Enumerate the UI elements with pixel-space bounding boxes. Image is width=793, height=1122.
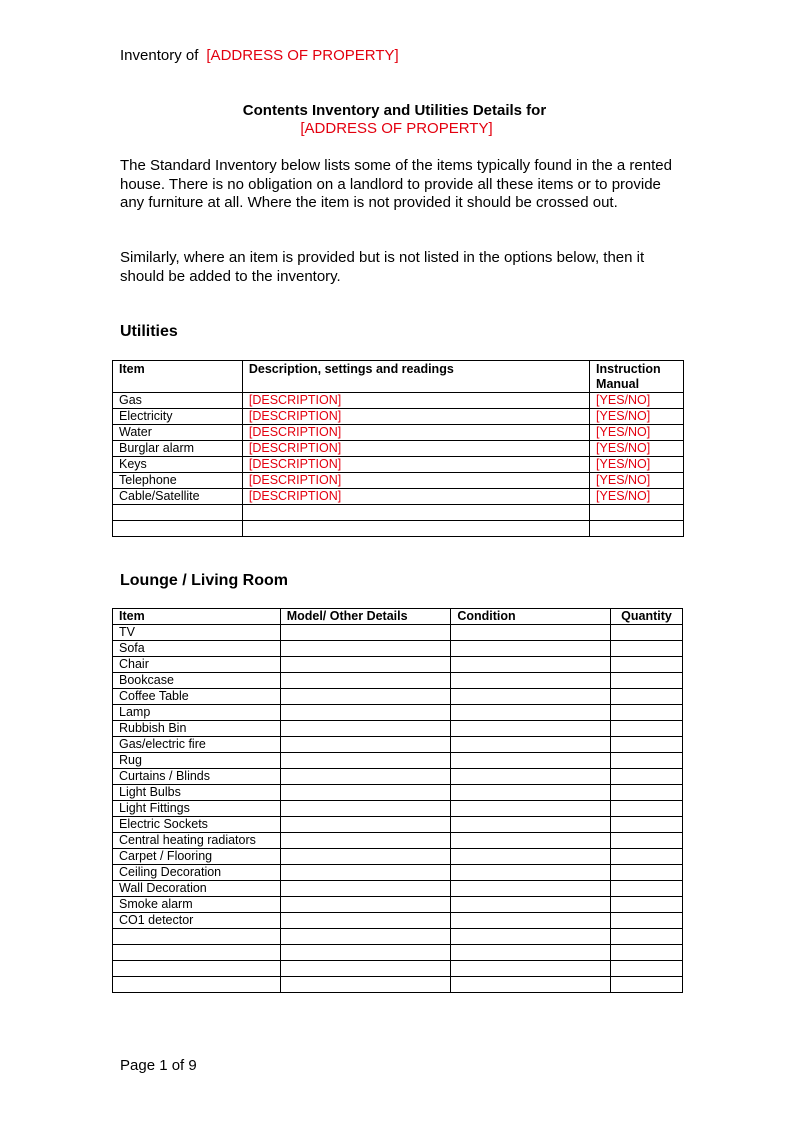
table-row [113, 753, 683, 769]
item-cell: Telephone [113, 473, 243, 489]
header-prefix: Inventory of [120, 47, 199, 64]
description-cell: [DESCRIPTION] [242, 425, 589, 441]
quantity-cell [611, 913, 683, 929]
table-header-row [113, 361, 684, 393]
item-cell: Lamp [113, 705, 281, 721]
table-row [113, 929, 683, 945]
item-cell: Central heating radiators [113, 833, 281, 849]
table-row [113, 801, 683, 817]
item-cell: Rubbish Bin [113, 721, 281, 737]
table-row [113, 865, 683, 881]
table-row [113, 705, 683, 721]
quantity-cell [611, 865, 683, 881]
lounge-heading: Lounge / Living Room [120, 572, 288, 589]
quantity-cell [611, 817, 683, 833]
document-title [0, 102, 793, 138]
item-cell: Light Bulbs [113, 785, 281, 801]
condition-cell [451, 721, 611, 737]
table-row [113, 833, 683, 849]
model-details-cell [280, 945, 451, 961]
condition-cell [451, 881, 611, 897]
description-cell [242, 521, 589, 537]
description-cell: [DESCRIPTION] [242, 409, 589, 425]
table-row [113, 505, 684, 521]
manual-cell: [YES/NO] [590, 409, 684, 425]
item-cell: Smoke alarm [113, 897, 281, 913]
table-row [113, 881, 683, 897]
model-details-cell [280, 817, 451, 833]
quantity-cell [611, 721, 683, 737]
table-row [113, 521, 684, 537]
table-row [113, 737, 683, 753]
condition-cell [451, 753, 611, 769]
column-header-item: Item [113, 609, 281, 625]
item-cell: Water [113, 425, 243, 441]
item-cell [113, 505, 243, 521]
condition-cell [451, 961, 611, 977]
condition-cell [451, 945, 611, 961]
lounge-table [112, 608, 683, 993]
table-row [113, 457, 684, 473]
description-cell: [DESCRIPTION] [242, 457, 589, 473]
model-details-cell [280, 753, 451, 769]
table-row [113, 473, 684, 489]
model-details-cell [280, 641, 451, 657]
table-header-row [113, 609, 683, 625]
table-row [113, 817, 683, 833]
model-details-cell [280, 897, 451, 913]
quantity-cell [611, 705, 683, 721]
quantity-cell [611, 849, 683, 865]
table-row [113, 641, 683, 657]
item-cell: Light Fittings [113, 801, 281, 817]
item-cell: Burglar alarm [113, 441, 243, 457]
quantity-cell [611, 945, 683, 961]
item-cell [113, 929, 281, 945]
model-details-cell [280, 801, 451, 817]
quantity-cell [611, 625, 683, 641]
table-row [113, 689, 683, 705]
item-cell: Wall Decoration [113, 881, 281, 897]
column-header-condition: Condition [451, 609, 611, 625]
item-cell: Bookcase [113, 673, 281, 689]
column-header-quantity: Quantity [611, 609, 683, 625]
model-details-cell [280, 977, 451, 993]
condition-cell [451, 737, 611, 753]
column-header-description: Description, settings and readings [242, 361, 589, 393]
condition-cell [451, 913, 611, 929]
model-details-cell [280, 929, 451, 945]
model-details-cell [280, 689, 451, 705]
model-details-cell [280, 721, 451, 737]
condition-cell [451, 929, 611, 945]
item-cell: Ceiling Decoration [113, 865, 281, 881]
lounge-table-body [113, 625, 683, 993]
item-cell: CO1 detector [113, 913, 281, 929]
condition-cell [451, 769, 611, 785]
manual-cell: [YES/NO] [590, 489, 684, 505]
condition-cell [451, 625, 611, 641]
condition-cell [451, 977, 611, 993]
item-cell: Carpet / Flooring [113, 849, 281, 865]
manual-cell: [YES/NO] [590, 393, 684, 409]
condition-cell [451, 705, 611, 721]
manual-cell: [YES/NO] [590, 457, 684, 473]
condition-cell [451, 785, 611, 801]
page-header [120, 47, 399, 64]
manual-cell: [YES/NO] [590, 441, 684, 457]
table-row [113, 625, 683, 641]
table-row [113, 425, 684, 441]
condition-cell [451, 817, 611, 833]
manual-cell [590, 505, 684, 521]
table-row [113, 769, 683, 785]
quantity-cell [611, 929, 683, 945]
table-row [113, 721, 683, 737]
condition-cell [451, 897, 611, 913]
condition-cell [451, 657, 611, 673]
quantity-cell [611, 737, 683, 753]
description-cell: [DESCRIPTION] [242, 441, 589, 457]
description-cell: [DESCRIPTION] [242, 489, 589, 505]
condition-cell [451, 849, 611, 865]
item-cell [113, 521, 243, 537]
item-cell [113, 961, 281, 977]
table-row [113, 945, 683, 961]
item-cell: Gas/electric fire [113, 737, 281, 753]
intro-paragraph-1: The Standard Inventory below lists some of the items typically found in the a rented house. There is no obligation on a landlord to provide all these items or to provide any furniture at all. Where the item is not provided it should be crossed out. [120, 157, 672, 212]
condition-cell [451, 801, 611, 817]
quantity-cell [611, 657, 683, 673]
description-cell [242, 505, 589, 521]
condition-cell [451, 865, 611, 881]
item-cell [113, 945, 281, 961]
quantity-cell [611, 897, 683, 913]
condition-cell [451, 689, 611, 705]
quantity-cell [611, 689, 683, 705]
model-details-cell [280, 737, 451, 753]
quantity-cell [611, 785, 683, 801]
model-details-cell [280, 673, 451, 689]
model-details-cell [280, 961, 451, 977]
table-row [113, 913, 683, 929]
model-details-cell [280, 865, 451, 881]
model-details-cell [280, 849, 451, 865]
table-row [113, 849, 683, 865]
model-details-cell [280, 625, 451, 641]
model-details-cell [280, 881, 451, 897]
item-cell: Cable/Satellite [113, 489, 243, 505]
item-cell: TV [113, 625, 281, 641]
item-cell: Curtains / Blinds [113, 769, 281, 785]
model-details-cell [280, 705, 451, 721]
condition-cell [451, 673, 611, 689]
condition-cell [451, 833, 611, 849]
intro-paragraph-2: Similarly, where an item is provided but is not listed in the options below, then it should be added to the inventory. [120, 249, 645, 285]
title-line-1: Contents Inventory and Utilities Details for [242, 102, 547, 119]
column-header-model-details: Model/ Other Details [280, 609, 451, 625]
item-cell: Electric Sockets [113, 817, 281, 833]
quantity-cell [611, 833, 683, 849]
model-details-cell [280, 913, 451, 929]
column-header-instruction-manual: Instruction Manual [590, 361, 684, 393]
title-address-placeholder: [ADDRESS OF PROPERTY] [300, 120, 493, 137]
page-number: Page 1 of 9 [120, 1057, 197, 1074]
manual-cell: [YES/NO] [590, 473, 684, 489]
column-header-item: Item [113, 361, 243, 393]
item-cell: Electricity [113, 409, 243, 425]
quantity-cell [611, 753, 683, 769]
table-row [113, 657, 683, 673]
quantity-cell [611, 801, 683, 817]
item-cell: Chair [113, 657, 281, 673]
utilities-heading: Utilities [120, 323, 178, 340]
table-row [113, 897, 683, 913]
utilities-table-body [113, 393, 684, 537]
table-row [113, 977, 683, 993]
table-row [113, 785, 683, 801]
quantity-cell [611, 641, 683, 657]
quantity-cell [611, 673, 683, 689]
model-details-cell [280, 785, 451, 801]
quantity-cell [611, 977, 683, 993]
item-cell: Coffee Table [113, 689, 281, 705]
quantity-cell [611, 769, 683, 785]
item-cell: Rug [113, 753, 281, 769]
description-cell: [DESCRIPTION] [242, 473, 589, 489]
condition-cell [451, 641, 611, 657]
manual-cell: [YES/NO] [590, 425, 684, 441]
description-cell: [DESCRIPTION] [242, 393, 589, 409]
header-address-placeholder: [ADDRESS OF PROPERTY] [206, 47, 399, 64]
table-row [113, 673, 683, 689]
table-row [113, 409, 684, 425]
table-row [113, 489, 684, 505]
table-row [113, 441, 684, 457]
table-row [113, 393, 684, 409]
item-cell: Gas [113, 393, 243, 409]
model-details-cell [280, 657, 451, 673]
item-cell: Sofa [113, 641, 281, 657]
manual-cell [590, 521, 684, 537]
table-row [113, 961, 683, 977]
quantity-cell [611, 961, 683, 977]
model-details-cell [280, 769, 451, 785]
item-cell: Keys [113, 457, 243, 473]
utilities-table [112, 360, 684, 537]
model-details-cell [280, 833, 451, 849]
quantity-cell [611, 881, 683, 897]
item-cell [113, 977, 281, 993]
